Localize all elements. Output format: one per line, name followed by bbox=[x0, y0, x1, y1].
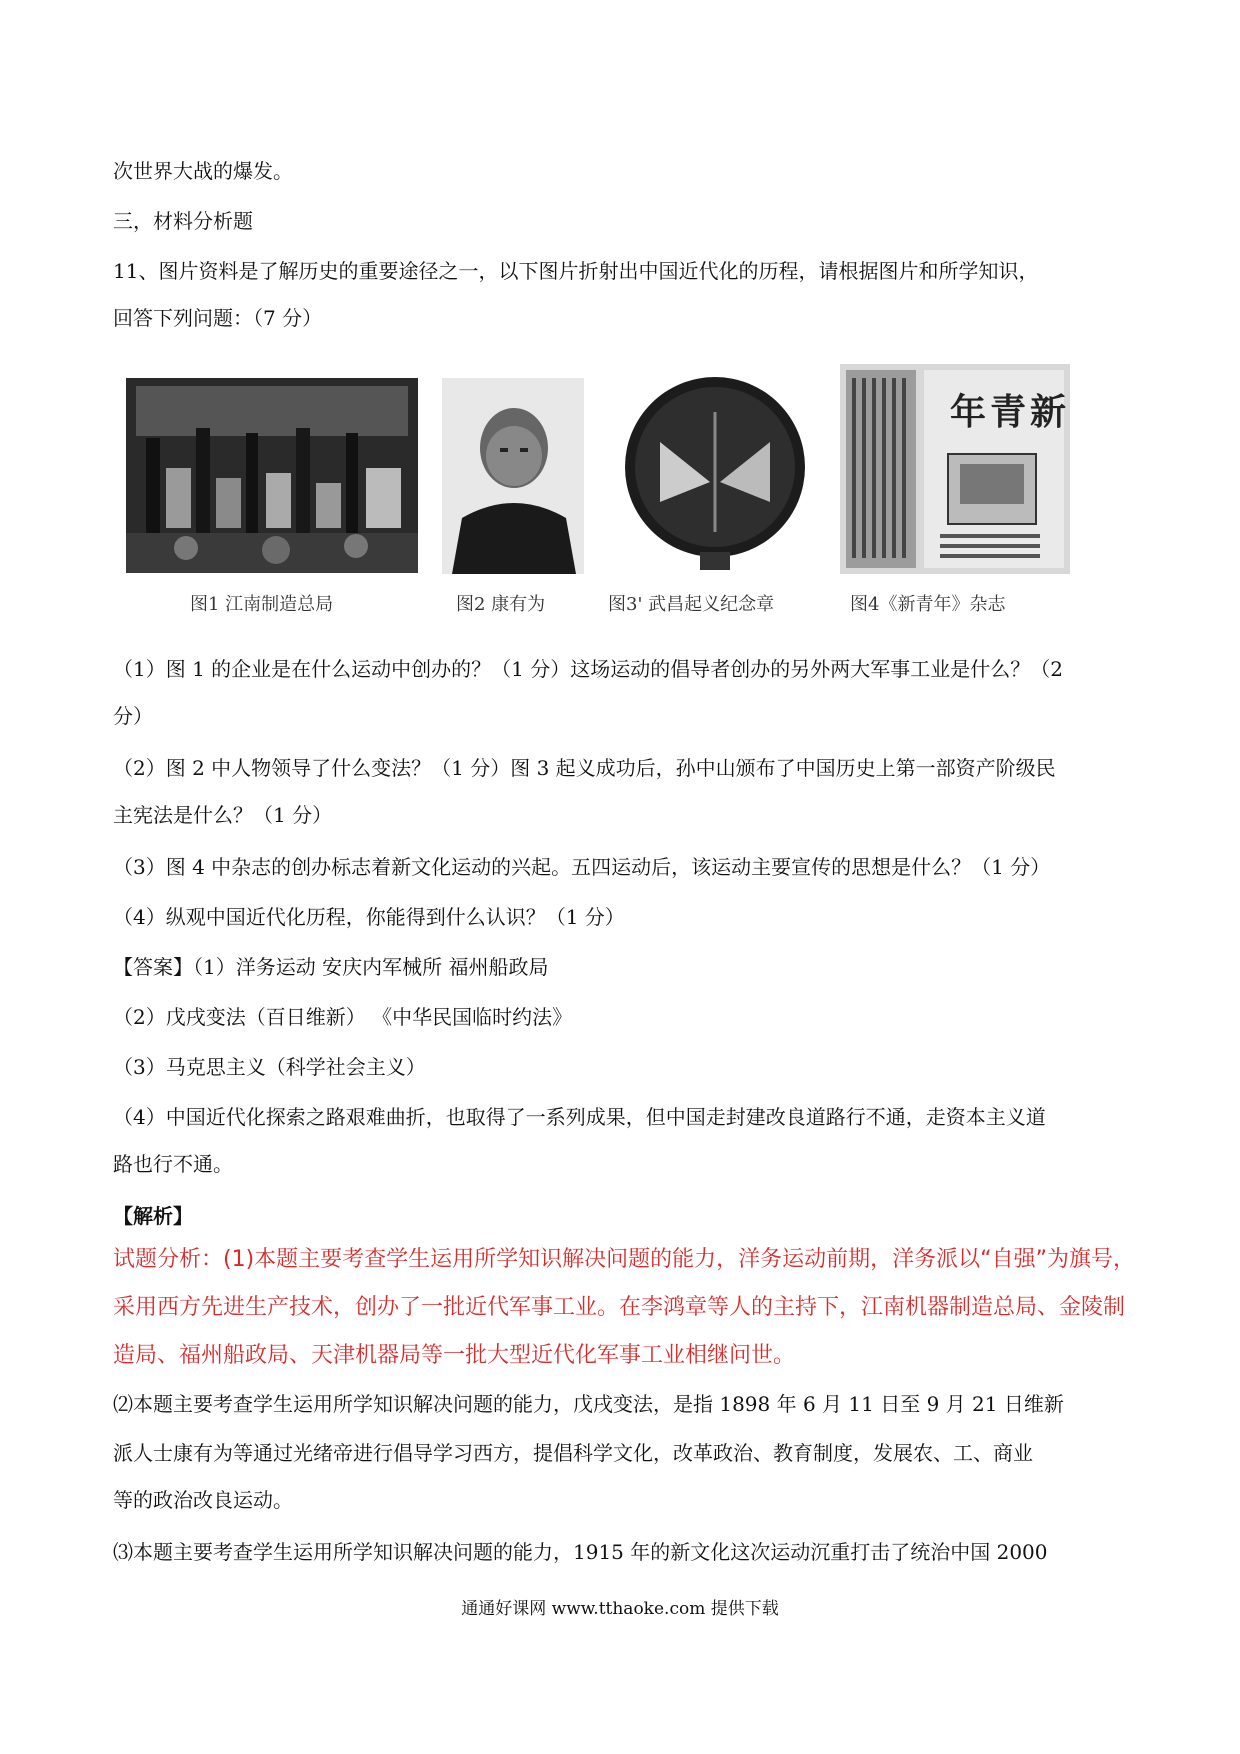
figure-2-caption: 图2 康有为 bbox=[456, 594, 546, 615]
answer-2: （2）戊戌变法（百日维新） 《中华民国临时约法》 bbox=[113, 1005, 573, 1029]
page-footer: 通通好课网 www.tthaoke.com 提供下载 bbox=[461, 1599, 779, 1619]
figure-2-portrait bbox=[442, 378, 584, 574]
figure-1-photo bbox=[126, 378, 418, 573]
figure-3-medal bbox=[620, 372, 810, 572]
question-part-2: （2）图 2 中人物领导了什么变法？（1 分）图 3 起义成功后，孙中山颁布了中国历史上第一部资产阶级民 bbox=[113, 756, 1056, 780]
answer-4-cont: 路也行不通。 bbox=[113, 1152, 233, 1176]
answer-4: （4）中国近代化探索之路艰难曲折，也取得了一系列成果，但中国走封建改良道路行不通，走资本主义道 bbox=[113, 1105, 1046, 1129]
figure-4-magazine bbox=[840, 364, 1070, 574]
analysis-heading: 【解析】 bbox=[113, 1204, 193, 1228]
question-part-4: （4）纵观中国近代化历程，你能得到什么认识？（1 分） bbox=[113, 905, 625, 929]
text-line: 次世界大战的爆发。 bbox=[113, 159, 293, 183]
analysis-2-line3: 等的政治改良运动。 bbox=[113, 1488, 293, 1512]
analysis-1-line1: 试题分析：(1)本题主要考查学生运用所学知识解决问题的能力，洋务运动前期，洋务派以“自强”为旗号， bbox=[113, 1247, 1135, 1272]
question-11-intro: 11、图片资料是了解历史的重要途径之一，以下图片折射出中国近代化的历程，请根据图片和所学知识， bbox=[113, 259, 1039, 283]
figure-4-masthead: 年青新 bbox=[950, 391, 1071, 433]
analysis-1-line2: 采用西方先进生产技术，创办了一批近代军事工业。在李鸿章等人的主持下，江南机器制造总局、金陵制 bbox=[113, 1295, 1126, 1320]
analysis-2-line2: 派人士康有为等通过光绪帝进行倡导学习西方，提倡科学文化，改革政治、教育制度，发展农、工、商业 bbox=[113, 1441, 1033, 1465]
section-heading: 三，材料分析题 bbox=[113, 209, 253, 233]
question-11-intro-cont: 回答下列问题：（7 分） bbox=[113, 306, 323, 330]
question-part-1: （1）图 1 的企业是在什么运动中创办的？（1 分）这场运动的倡导者创办的另外两大军事工业是什么？（2 bbox=[113, 657, 1063, 681]
analysis-2-line1: ⑵本题主要考查学生运用所学知识解决问题的能力，戊戌变法，是指 1898 年 6 月 11 日至 9 月 21 日维新 bbox=[113, 1392, 1064, 1416]
question-part-1-cont: 分） bbox=[113, 704, 153, 728]
figure-1-caption: 图1 江南制造总局 bbox=[190, 594, 334, 615]
question-part-2-cont: 主宪法是什么？（1 分） bbox=[113, 803, 333, 827]
analysis-1-line3: 造局、福州船政局、天津机器局等一批大型近代化军事工业相继问世。 bbox=[113, 1343, 796, 1368]
figure-3-caption: 图3' 武昌起义纪念章 bbox=[608, 594, 775, 615]
answer-1: 【答案】（1）洋务运动 安庆内军械所 福州船政局 bbox=[113, 955, 549, 979]
question-part-3: （3）图 4 中杂志的创办标志着新文化运动的兴起。五四运动后，该运动主要宣传的思想是什么？（1 分） bbox=[113, 855, 1051, 879]
analysis-3-line1: ⑶本题主要考查学生运用所学知识解决问题的能力，1915 年的新文化这次运动沉重打击了统治中国 2000 bbox=[113, 1540, 1048, 1564]
answer-3: （3）马克思主义（科学社会主义） bbox=[113, 1055, 426, 1079]
figure-4-caption: 图4《新青年》杂志 bbox=[850, 594, 1006, 615]
